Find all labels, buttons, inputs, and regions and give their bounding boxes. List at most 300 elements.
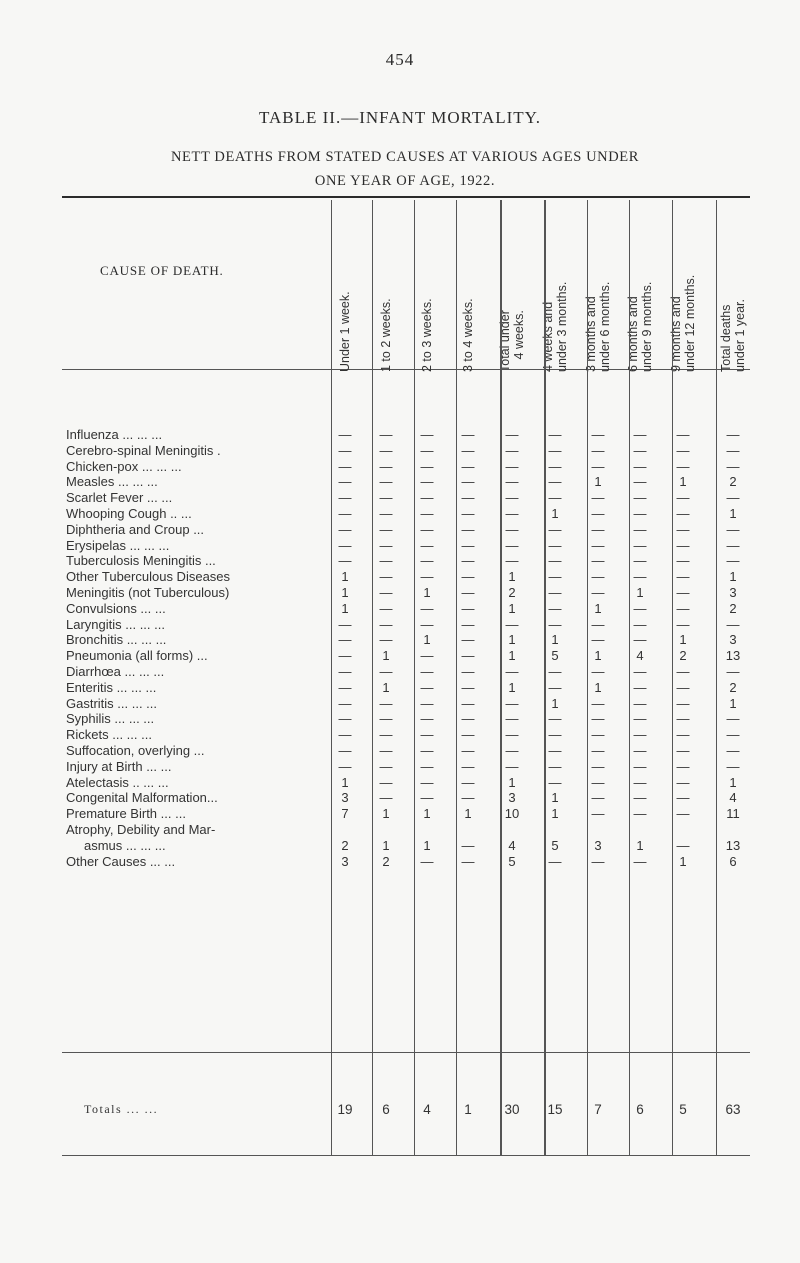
value-cell: — (591, 758, 605, 774)
value-cell: 1 (679, 853, 687, 869)
column-header-line: 3 to 4 weeks. (461, 298, 475, 372)
value-cell: — (548, 569, 562, 585)
value-cell: 1 (551, 806, 559, 822)
value-cell: — (548, 758, 562, 774)
value-cell: — (633, 569, 647, 585)
value-cell: — (548, 474, 562, 490)
cause-cell: Gastritis ... ... ... (66, 695, 158, 711)
value-cell: 1 (423, 632, 431, 648)
value-cell: — (505, 553, 519, 569)
value-cell: — (461, 743, 475, 758)
value-cell: — (591, 774, 605, 790)
value-cell: 7 (341, 806, 349, 822)
column-header (626, 282, 654, 372)
table-row (0, 680, 800, 695)
table-row (0, 427, 800, 442)
value-cell: — (548, 585, 562, 600)
value-cell: — (461, 679, 475, 695)
table-row (0, 838, 800, 853)
table-row (0, 538, 800, 553)
column-header-line: Total under (498, 310, 512, 372)
total-cell: 5 (679, 1102, 687, 1117)
value-cell: 2 (508, 585, 516, 600)
value-cell: 1 (729, 506, 737, 521)
cause-cell: Influenza ... ... ... (66, 427, 163, 442)
value-cell: — (676, 569, 690, 585)
value-cell: — (633, 711, 647, 727)
value-cell: — (461, 648, 475, 664)
value-cell: — (461, 616, 475, 632)
value-cell: — (676, 774, 690, 790)
value-cell: — (338, 679, 352, 695)
cause-cell: Pneumonia (all forms) ... (66, 648, 208, 664)
value-cell: — (676, 600, 690, 616)
cause-cell: Enteritis ... ... ... (66, 679, 157, 695)
value-cell: — (548, 774, 562, 790)
value-cell: — (676, 806, 690, 822)
cause-cell: Whooping Cough .. ... (66, 506, 192, 521)
value-cell: — (676, 458, 690, 474)
cause-cell: Chicken-pox ... ... ... (66, 458, 182, 474)
table-row (0, 443, 800, 458)
value-cell: — (505, 537, 519, 553)
value-cell: — (505, 474, 519, 490)
value-cell: — (461, 474, 475, 490)
value-cell: — (633, 490, 647, 506)
value-cell: — (461, 537, 475, 553)
column-header (719, 299, 747, 372)
table-row (0, 601, 800, 616)
value-cell: 1 (382, 648, 390, 664)
value-cell: — (420, 679, 434, 695)
value-cell: — (676, 616, 690, 632)
table-row (0, 617, 800, 632)
value-cell: — (461, 727, 475, 743)
value-cell: — (505, 616, 519, 632)
cause-cell: Erysipelas ... ... ... (66, 537, 170, 553)
value-cell: 1 (679, 474, 687, 490)
value-cell: — (676, 664, 690, 679)
value-cell: — (548, 600, 562, 616)
value-cell: — (633, 758, 647, 774)
total-cell: 7 (594, 1102, 602, 1117)
value-cell: 1 (729, 695, 737, 711)
table-row (0, 696, 800, 711)
table-row (0, 759, 800, 774)
value-cell: — (420, 648, 434, 664)
value-cell: — (420, 474, 434, 490)
cause-cell: Other Tuberculous Diseases (66, 569, 231, 585)
cause-cell: Atelectasis .. ... ... (66, 774, 169, 790)
value-cell: — (633, 790, 647, 806)
value-cell: — (676, 442, 690, 458)
value-cell: 1 (551, 632, 559, 648)
column-header-line: 1 to 2 weeks. (379, 298, 393, 372)
value-cell: — (676, 711, 690, 727)
value-cell: — (379, 474, 393, 490)
totals-label: Totals ... ... (84, 1102, 159, 1116)
value-cell: — (726, 521, 740, 537)
value-cell: — (505, 743, 519, 758)
value-cell: — (591, 521, 605, 537)
value-cell: 1 (729, 569, 737, 585)
table-row (0, 806, 800, 821)
subtitle-line-1: NETT DEATHS FROM STATED CAUSES AT VARIOUS AGES UNDER (170, 149, 640, 165)
value-cell: — (461, 553, 475, 569)
value-cell: — (633, 664, 647, 679)
column-header (338, 291, 352, 372)
value-cell: — (461, 585, 475, 600)
value-cell: — (726, 743, 740, 758)
value-cell: — (338, 632, 352, 648)
value-cell: — (726, 727, 740, 743)
value-cell: — (338, 442, 352, 458)
value-cell: — (461, 695, 475, 711)
value-cell: — (505, 664, 519, 679)
value-cell: — (461, 774, 475, 790)
value-cell: — (633, 632, 647, 648)
value-cell: 1 (594, 648, 602, 664)
column-header-line: under 6 months. (598, 281, 612, 372)
value-cell: — (548, 490, 562, 506)
table-row (0, 490, 800, 505)
value-cell: — (379, 600, 393, 616)
value-cell: — (420, 490, 434, 506)
value-cell: — (338, 695, 352, 711)
value-cell: 1 (508, 600, 516, 616)
value-cell: — (591, 632, 605, 648)
column-header (669, 275, 697, 372)
value-cell: — (505, 427, 519, 442)
value-cell: — (548, 521, 562, 537)
value-cell: — (676, 758, 690, 774)
value-cell: — (379, 727, 393, 743)
cause-cell: Other Causes ... ... (66, 853, 176, 869)
value-cell: 3 (594, 837, 602, 853)
value-cell: — (726, 490, 740, 506)
total-cell: 19 (337, 1102, 353, 1117)
value-cell: 1 (423, 585, 431, 600)
value-cell: 1 (551, 506, 559, 521)
bottom-rule (62, 1155, 750, 1156)
total-cell: 6 (382, 1102, 390, 1117)
cause-cell: Syphilis ... ... ... (66, 711, 155, 727)
column-header-line: 2 to 3 weeks. (420, 298, 434, 372)
value-cell: — (461, 569, 475, 585)
value-cell: 1 (423, 837, 431, 853)
cause-cell: Suffocation, overlying ... (66, 743, 205, 758)
value-cell: — (338, 711, 352, 727)
value-cell: 1 (508, 679, 516, 695)
value-cell: 1 (729, 774, 737, 790)
value-cell: 1 (341, 569, 349, 585)
column-header-line: 4 weeks. (512, 310, 526, 360)
value-cell: — (338, 506, 352, 521)
value-cell: 1 (382, 806, 390, 822)
value-cell: 10 (504, 806, 520, 822)
total-cell: 30 (504, 1102, 520, 1117)
value-cell: 1 (594, 474, 602, 490)
table-row (0, 553, 800, 568)
value-cell: 1 (594, 600, 602, 616)
table-title: TABLE II.—INFANT MORTALITY. (258, 108, 542, 127)
value-cell: 1 (679, 632, 687, 648)
value-cell: 1 (508, 632, 516, 648)
column-header-line: Under 1 week. (338, 291, 352, 372)
value-cell: 3 (341, 790, 349, 806)
table-row (0, 522, 800, 537)
value-cell: — (338, 553, 352, 569)
value-cell: — (505, 727, 519, 743)
value-cell: — (379, 695, 393, 711)
value-cell: — (548, 711, 562, 727)
value-cell: — (379, 506, 393, 521)
value-cell: 4 (636, 648, 644, 664)
value-cell: 3 (508, 790, 516, 806)
value-cell: 3 (341, 853, 349, 869)
value-cell: — (591, 553, 605, 569)
value-cell: 1 (636, 837, 644, 853)
value-cell: — (726, 616, 740, 632)
value-cell: — (379, 758, 393, 774)
value-cell: — (591, 616, 605, 632)
page-number: 454 (385, 50, 415, 69)
value-cell: 5 (551, 837, 559, 853)
value-cell: — (338, 743, 352, 758)
value-cell: 2 (729, 474, 737, 490)
table-row (0, 854, 800, 869)
value-cell: — (461, 664, 475, 679)
total-cell: 15 (547, 1102, 563, 1117)
value-cell: — (633, 474, 647, 490)
value-cell: — (548, 727, 562, 743)
value-cell: — (676, 427, 690, 442)
value-cell: — (676, 790, 690, 806)
value-cell: 4 (729, 790, 737, 806)
value-cell: 11 (726, 806, 740, 822)
value-cell: — (633, 695, 647, 711)
value-cell: — (676, 506, 690, 521)
column-header-line: under 9 months. (640, 281, 654, 372)
value-cell: 13 (725, 648, 741, 664)
table-row (0, 648, 800, 663)
value-cell: — (461, 490, 475, 506)
value-cell: — (420, 853, 434, 869)
column-header-line: under 3 months. (555, 281, 569, 372)
value-cell: — (461, 837, 475, 853)
value-cell: — (591, 537, 605, 553)
total-cell: 6 (636, 1102, 644, 1117)
cause-cell: Laryngitis ... ... ... (66, 616, 165, 632)
value-cell: — (420, 758, 434, 774)
value-cell: — (726, 537, 740, 553)
value-cell: 1 (341, 600, 349, 616)
value-cell: — (591, 711, 605, 727)
value-cell: — (633, 458, 647, 474)
value-cell: — (726, 442, 740, 458)
value-cell: — (548, 664, 562, 679)
value-cell: — (676, 743, 690, 758)
value-cell: — (633, 679, 647, 695)
value-cell: — (591, 664, 605, 679)
value-cell: — (461, 458, 475, 474)
value-cell: 1 (508, 774, 516, 790)
cause-cell: Injury at Birth ... ... (66, 758, 172, 774)
value-cell: — (420, 458, 434, 474)
value-cell: — (633, 853, 647, 869)
value-cell: — (420, 695, 434, 711)
value-cell: 1 (508, 569, 516, 585)
value-cell: — (505, 758, 519, 774)
value-cell: — (591, 490, 605, 506)
value-cell: — (591, 695, 605, 711)
value-cell: — (676, 679, 690, 695)
value-cell: 1 (423, 806, 431, 822)
value-cell: 2 (341, 837, 349, 853)
value-cell: — (379, 553, 393, 569)
cause-cell: asmus ... ... ... (84, 837, 166, 853)
column-header (584, 282, 612, 372)
value-cell: — (379, 616, 393, 632)
column-header-line: under 12 months. (683, 274, 697, 372)
value-cell: 2 (729, 600, 737, 616)
table-row (0, 775, 800, 790)
value-cell: — (379, 458, 393, 474)
value-cell: — (505, 521, 519, 537)
value-cell: 1 (551, 695, 559, 711)
value-cell: — (591, 458, 605, 474)
value-cell: — (505, 695, 519, 711)
cause-of-death-header: CAUSE OF DEATH. (100, 263, 224, 278)
value-cell: — (338, 648, 352, 664)
value-cell: 6 (729, 853, 737, 869)
value-cell: — (633, 537, 647, 553)
value-cell: 13 (725, 837, 741, 853)
value-cell: — (420, 442, 434, 458)
value-cell: — (420, 790, 434, 806)
value-cell: — (379, 774, 393, 790)
value-cell: — (591, 790, 605, 806)
value-cell: — (548, 616, 562, 632)
cause-cell: Bronchitis ... ... ... (66, 632, 167, 648)
value-cell: — (548, 458, 562, 474)
value-cell: — (633, 427, 647, 442)
value-cell: — (420, 537, 434, 553)
value-cell: 1 (382, 837, 390, 853)
value-cell: — (676, 537, 690, 553)
table-row (0, 790, 800, 805)
value-cell: 5 (551, 648, 559, 664)
column-header (379, 298, 393, 372)
value-cell: — (338, 664, 352, 679)
value-cell: — (338, 616, 352, 632)
value-cell: — (461, 506, 475, 521)
value-cell: 2 (679, 648, 687, 664)
value-cell: — (591, 569, 605, 585)
value-cell: — (379, 569, 393, 585)
table-row (0, 727, 800, 742)
top-rule (62, 196, 750, 198)
value-cell: — (338, 427, 352, 442)
column-header-line: 6 months and (626, 296, 640, 372)
value-cell: — (338, 474, 352, 490)
value-cell: — (633, 506, 647, 521)
value-cell: — (338, 490, 352, 506)
value-cell: — (461, 521, 475, 537)
column-header (461, 298, 475, 372)
value-cell: — (633, 616, 647, 632)
value-cell: — (676, 585, 690, 600)
value-cell: — (633, 442, 647, 458)
value-cell: — (633, 521, 647, 537)
value-cell: — (548, 427, 562, 442)
table-row (0, 459, 800, 474)
value-cell: — (420, 616, 434, 632)
value-cell: 4 (508, 837, 516, 853)
value-cell: 3 (729, 632, 737, 648)
value-cell: — (676, 553, 690, 569)
column-header-line: under 1 year. (733, 299, 747, 372)
value-cell: — (461, 790, 475, 806)
value-cell: — (548, 442, 562, 458)
value-cell: — (726, 711, 740, 727)
value-cell: — (633, 774, 647, 790)
cause-cell: Diphtheria and Croup ... (66, 521, 205, 537)
value-cell: — (461, 427, 475, 442)
table-row (0, 474, 800, 489)
value-cell: — (676, 521, 690, 537)
value-cell: — (505, 458, 519, 474)
value-cell: — (591, 442, 605, 458)
cause-cell: Scarlet Fever ... ... (66, 490, 173, 506)
totals-rule (62, 1052, 750, 1053)
value-cell: — (338, 521, 352, 537)
value-cell: — (461, 758, 475, 774)
value-cell: 1 (636, 585, 644, 600)
value-cell: — (420, 743, 434, 758)
cause-cell: Tuberculosis Meningitis ... (66, 553, 216, 569)
table-row (0, 743, 800, 758)
value-cell: — (633, 727, 647, 743)
value-cell: — (726, 458, 740, 474)
value-cell: 2 (382, 853, 390, 869)
cause-cell: Meningitis (not Tuberculous) (66, 585, 230, 600)
value-cell: — (420, 774, 434, 790)
cause-cell: Convulsions ... ... (66, 600, 166, 616)
value-cell: — (505, 490, 519, 506)
value-cell: — (420, 506, 434, 521)
value-cell: — (338, 537, 352, 553)
value-cell: — (548, 853, 562, 869)
value-cell: — (379, 711, 393, 727)
subtitle-line-2: ONE YEAR OF AGE, 1922. (314, 173, 496, 189)
cause-cell: Diarrhœa ... ... ... (66, 664, 165, 679)
value-cell: 1 (341, 774, 349, 790)
value-cell: — (461, 711, 475, 727)
value-cell: 1 (508, 648, 516, 664)
value-cell: — (505, 506, 519, 521)
value-cell: — (420, 727, 434, 743)
value-cell: — (676, 727, 690, 743)
value-cell: — (726, 427, 740, 442)
value-cell: 1 (341, 585, 349, 600)
value-cell: — (379, 790, 393, 806)
value-cell: — (591, 585, 605, 600)
value-cell: — (591, 806, 605, 822)
value-cell: — (505, 442, 519, 458)
value-cell: — (420, 553, 434, 569)
total-cell: 63 (725, 1102, 741, 1117)
